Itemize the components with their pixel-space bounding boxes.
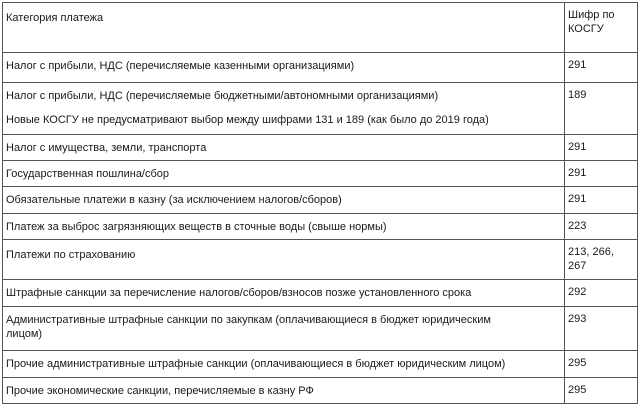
table-row: [3, 351, 638, 378]
category-cell: Государственная пошлина/сбор: [3, 161, 565, 187]
category-cell: Платежи по страхованию: [3, 240, 565, 280]
table-row: [3, 307, 638, 351]
table-row: [3, 214, 638, 240]
code-cell: 291: [565, 53, 638, 83]
header-row: [3, 3, 638, 53]
code-cell: 292: [565, 280, 638, 307]
payment-categories-table-wrapper: [2, 2, 637, 404]
code-cell: 295: [565, 351, 638, 378]
note-text: Новые КОСГУ не предусматривают выбор между шифрами 131 и 189 (как было до 2019 года): [6, 114, 489, 126]
category-cell: Административные штрафные санкции по закупкам (оплачивающиеся в бюджет юридическим лицом): [3, 307, 565, 351]
table-row: [3, 83, 638, 135]
table-row: [3, 187, 638, 214]
category-cell: Штрафные санкции за перечисление налогов/сборов/взносов позже установленного срока: [3, 280, 565, 307]
table-row: [3, 53, 638, 83]
category-cell: Обязательные платежи в казну (за исключением налогов/сборов): [3, 187, 565, 214]
code-cell: 295: [565, 378, 638, 404]
code-cell: 213, 266, 267: [565, 240, 638, 280]
header-category: Категория платежа: [3, 3, 565, 53]
code-cell: 291: [565, 161, 638, 187]
table-row: [3, 240, 638, 280]
category-cell: Налог с имущества, земли, транспорта: [3, 135, 565, 161]
table-row: [3, 280, 638, 307]
table-row: [3, 378, 638, 404]
code-cell: 291: [565, 187, 638, 214]
code-cell: 189: [565, 83, 638, 135]
code-cell: 293: [565, 307, 638, 351]
category-cell: Налог с прибыли, НДС (перечисляемые казенными организациями): [3, 53, 565, 83]
category-cell: Прочие экономические санкции, перечисляемые в казну РФ: [3, 378, 565, 404]
code-cell: 223: [565, 214, 638, 240]
category-cell: Прочие административные штрафные санкции (оплачивающиеся в бюджет юридическим лицом): [3, 351, 565, 378]
code-cell: 291: [565, 135, 638, 161]
table-row: [3, 135, 638, 161]
payment-categories-table: [2, 2, 638, 404]
table-row: [3, 161, 638, 187]
category-cell: Платеж за выброс загрязняющих веществ в сточные воды (свыше нормы): [3, 214, 565, 240]
category-cell: Налог с прибыли, НДС (перечисляемые бюджетными/автономными организациями) Новые КОСГУ не предусматривают выбор между шифрами 131 и 189 (как было до 2019 года): [3, 83, 565, 135]
header-code: Шифр по КОСГУ: [565, 3, 638, 53]
